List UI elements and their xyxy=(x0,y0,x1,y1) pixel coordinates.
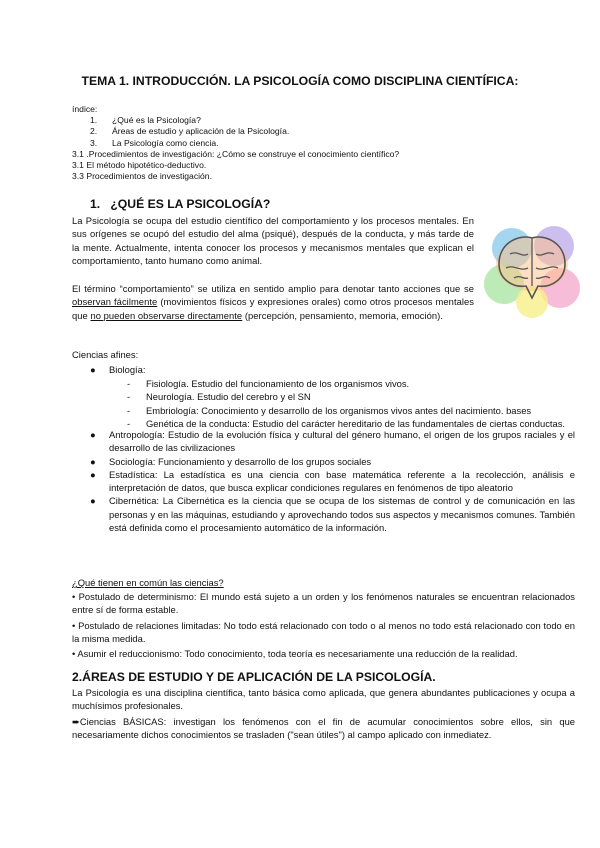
behaviour-paragraph: El término “comportamiento” se utiliza en sentido amplio para denotar tanto acciones que se observan fácilmente (movimientos físicos y expresiones orales) como otros procesos mentales que no pueden observarse directamente (percepción, pensamiento, memoria, emoción). xyxy=(72,283,475,321)
list-item: ● Cibernética: La Cibernética es la ciencia que se ocupa de los sistemas de control y de comunicación en las personas y en las máquinas, estudiando y aprovechando todos sus aspectos y mecanismos comunes. También está definida como el procesamiento automático de la información. xyxy=(90,495,575,534)
table-of-contents xyxy=(72,104,399,182)
related-sciences-label: Ciencias afines: xyxy=(72,349,139,360)
common-question: ¿Qué tienen en común las ciencias? xyxy=(72,577,224,588)
list-item: - Fisiología. Estudio del funcionamiento de los organismos vivos. xyxy=(127,378,410,389)
section1-paragraph: La Psicología se ocupa del estudio científico del comportamiento y los procesos mentales. En sus orígenes se ocupó del estudio del alma (psiqué), después de la conducta, y más tarde de la mente. Actualmente, intenta conocer los procesos y mecanismos mentales que explican el comportamiento, tanto humano como animal. xyxy=(72,215,474,266)
list-item: - Embriología: Conocimiento y desarrollo de los organismos vivos antes del nacimiento. bases xyxy=(127,404,532,416)
postulate-item: • Postulado de determinismo: El mundo está sujeto a un orden y los fenómenos naturales se encuentran relacionados entre sí de forma estable. xyxy=(72,591,575,616)
section1-heading: 1. ¿QUÉ ES LA PSICOLOGÍA? xyxy=(90,197,271,211)
postulates-list xyxy=(72,590,575,662)
postulate-item: • Asumir el reduccionismo: Todo conocimiento, toda teoría es necesariamente una reducción de la realidad. xyxy=(72,648,518,660)
biology-sublist xyxy=(127,377,575,430)
list-item: ● Sociología: Funcionamiento y desarrollo de los grupos sociales xyxy=(90,455,372,467)
index-item: 3. La Psicología como ciencia. xyxy=(90,137,219,148)
section2-body xyxy=(72,686,575,743)
postulate-item: • Postulado de relaciones limitadas: No todo está relacionado con todo o al menos no todo está relacionado con todo en la misma medida. xyxy=(72,619,575,644)
related-sciences-list xyxy=(90,428,575,534)
index-subitem: 3.1 El método hipotético-deductivo. xyxy=(72,160,207,171)
list-item: - Genética de la conducta: Estudio del carácter hereditario de las fundamentales de ciertas conductas. xyxy=(127,417,566,429)
brain-illustration xyxy=(482,220,582,320)
section2-heading: 2.ÁREAS DE ESTUDIO Y DE APLICACIÓN DE LA PSICOLOGÍA. xyxy=(72,670,436,684)
list-item: ● Estadística: La estadística es una ciencia con base matemática referente a la recolección, análisis e interpretación de datos, que busca explicar condiciones regulares en fenómenos de tipo aleatorio xyxy=(90,468,575,494)
basic-sciences-paragraph: ➨Ciencias BÁSICAS: investigan los fenómenos con el fin de acumular conocimientos sobre ellos, sin que necesariamente dichos conocimientos se trasladen ("sean útiles") al campo aplicado con inmediatez. xyxy=(72,715,575,740)
section2-paragraph: La Psicología es una disciplina científica, tanto básica como aplicada, que genera abundantes publicaciones y ocupa a muchísimos profesionales. xyxy=(72,687,575,712)
list-item: ● Biología: xyxy=(90,364,146,375)
list-item: - Neurología. Estudio del cerebro y el SN xyxy=(127,391,311,403)
document-title: TEMA 1. INTRODUCCIÓN. LA PSICOLOGÍA COMO DISCIPLINA CIENTÍFICA: xyxy=(81,74,519,88)
index-subitem: 3.1 .Procedimientos de investigación: ¿Cómo se construye el conocimiento científico? xyxy=(72,148,400,159)
list-item: ● Antropología: Estudio de la evolución física y cultural del género humano, el origen de los grupos raciales y el desarrollo de las civilizaciones xyxy=(90,429,575,454)
biology-list xyxy=(90,363,575,376)
index-label: índice: xyxy=(72,104,98,114)
index-subitem: 3.3 Procedimientos de investigación. xyxy=(72,171,212,182)
index-item: 1. ¿Qué es la Psicología? xyxy=(90,115,201,126)
index-item: 2. Áreas de estudio y aplicación de la Psicología. xyxy=(90,126,290,137)
